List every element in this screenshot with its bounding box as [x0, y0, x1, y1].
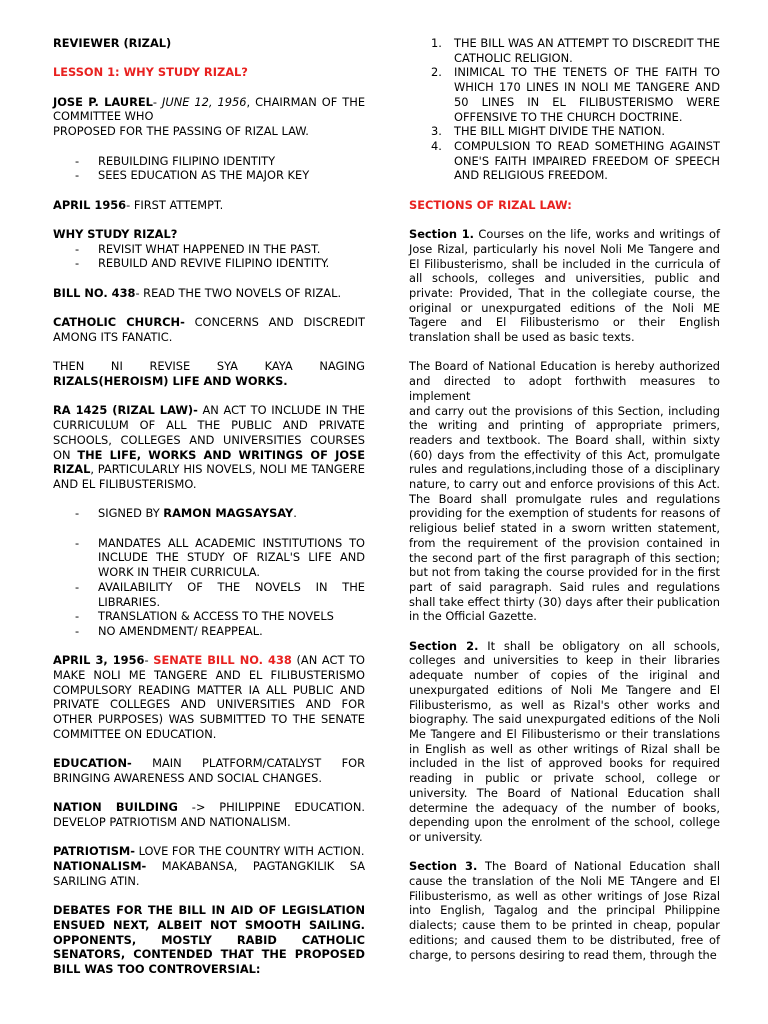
ra-1425-list [53, 506, 365, 638]
april-1956-text: - FIRST ATTEMPT. [126, 197, 224, 212]
laurel-paragraph [53, 95, 365, 124]
section-3-label: Section 3. [409, 859, 478, 874]
nation-building-paragraph [53, 800, 365, 829]
patriotism-label: PATRIOTISM- [53, 844, 135, 859]
laurel-rest: , CHAIRMAN OF THE COMMITTEE WHO [53, 94, 366, 124]
laurel-sep: - [152, 94, 163, 109]
april-1956 [53, 198, 365, 213]
board-line-2: and carry out the provisions of this Section, including the writing and printing of appropriate primers, readers and textbook. The Board shall, within sixty (60) days from the effectivity of this Act, promulgate rules and regulations,including those of a disciplinary nature, to carry out and enforce provisions of this Act. The Board shall promulgate rules and regulations providing for the exemption of students for reasons of religious belief stated in a sworn written statement, from the requirement of the provision contained in the second part of the first paragraph of this section; but not from taking the course provided for in the first part of said paragraph. Said rules and regulations shall take effect thirty (30) days after their publication in the Official Gazette. [409, 403, 720, 624]
senate-sep: - [144, 653, 154, 668]
bill-438 [53, 286, 365, 301]
revise-text: THEN NI REVISE SYA KAYA NAGING [53, 359, 365, 374]
sections-title: SECTIONS OF RIZAL LAW: [409, 197, 572, 212]
objections-list [409, 36, 720, 183]
list-text: COMPULSION TO READ SOMETHING AGAINST ONE'S FAITH IMPAIRED FREEDOM OF SPEECH AND RELIGIOUS FREEDOM. [454, 138, 720, 183]
bill-438-text: - READ THE TWO NOVELS OF RIZAL. [135, 285, 342, 300]
nation-label: NATION BUILDING [53, 800, 178, 815]
list-item [409, 139, 720, 183]
revise-bold: RIZALS(HEROISM) LIFE AND WORKS. [53, 374, 288, 389]
education-text: MAIN PLATFORM/CATALYST FOR BRINGING AWARENESS AND SOCIAL CHANGES. [53, 756, 365, 785]
bill-438-label: BILL NO. 438 [53, 285, 136, 300]
list-item: - NO AMENDMENT/ REAPPEAL. [53, 624, 365, 639]
lesson-title: LESSON 1: WHY STUDY RIZAL? [53, 65, 248, 80]
patriotism-paragraph [53, 844, 365, 859]
list-number: 2. [431, 65, 442, 80]
senate-bill-label: SENATE BILL NO. 438 [153, 653, 292, 668]
nation-text: -> PHILIPPINE EDUCATION. DEVELOP PATRIOTISM AND NATIONALISM. [53, 800, 365, 830]
ra-1425-label: RA 1425 (RIZAL LAW)- [53, 403, 198, 418]
section-2-text: It shall be obligatory on all schools, colleges and universities to keep in their libraries adequate number of copies of the iriginal and unexpurgated editions of Noli Me Tangere and El Filibusterismo, as well as Rizal's other works and biography. The said unexpurgated editions of the Noli Me Tangere and El Filibusterismo or their translations in English as well as other writings of Rizal shall be included in the list of approved books for required reading in public or private school, college or university. The Board of National Education shall determine the adequacy of the number of books, depending upon the enrolment of the school, college or university. [409, 638, 720, 844]
reviewer-title: REVIEWER (RIZAL) [53, 36, 172, 50]
why-study-list [53, 242, 365, 271]
revise-paragraph [53, 359, 365, 388]
list-item: - AVAILABILITY OF THE NOVELS IN THE LIBRARIES. [53, 580, 365, 609]
catholic-church [53, 315, 365, 344]
nationalism-label: NATIONALISM- [53, 859, 147, 874]
nationalism-paragraph [53, 859, 365, 888]
ra-1425-bold: THE LIFE, WORKS AND WRITINGS OF JOSE RIZAL [53, 447, 365, 477]
list-item: - MANDATES ALL ACADEMIC INSTITUTIONS TO INCLUDE THE STUDY OF RIZAL'S LIFE AND WORK IN THEIR CURRICULA. [53, 536, 365, 580]
education-paragraph [53, 756, 365, 785]
laurel-name: JOSE P. LAUREL [53, 94, 153, 109]
laurel-list [53, 154, 365, 183]
list-text: THE BILL MIGHT DIVIDE THE NATION. [454, 124, 666, 139]
education-label: EDUCATION- [53, 756, 132, 771]
list-text: INIMICAL TO THE TENETS OF THE FAITH TO WHICH 170 LINES IN NOLI ME TANGERE AND 50 LINES IN EL FILIBUSTERISMO WERE OFFENSIVE TO THE CHURCH DOCTRINE. [454, 65, 720, 124]
list-item: - REBUILDING FILIPINO IDENTITY [53, 154, 365, 169]
catholic-label: CATHOLIC CHURCH- [53, 315, 185, 330]
signed-end: . [293, 506, 297, 521]
nationalism-text: MAKABANSA, PAGTANGKILIK SA SARILING ATIN. [53, 859, 365, 888]
list-item: - REVISIT WHAT HAPPENED IN THE PAST. [53, 242, 365, 257]
list-item: - REBUILD AND REVIVE FILIPINO IDENTITY. [53, 256, 365, 271]
ra-1425-paragraph [53, 403, 365, 491]
laurel-date: JUNE 12, 1956 [162, 94, 247, 109]
list-number: 3. [431, 124, 442, 139]
section-2 [409, 639, 720, 845]
list-number: 1. [431, 36, 442, 50]
debates-paragraph: DEBATES FOR THE BILL IN AID OF LEGISLATION ENSUED NEXT, ALBEIT NOT SMOOTH SAILING. OPPONENTS, MOSTLY RABID CATHOLIC SENATORS, CONTENDED THAT THE PROPOSED BILL WAS TOO CONTROVERSIAL: [53, 903, 365, 977]
ra-1425-text2: , PARTICULARLY HIS NOVELS, NOLI ME TANGERE AND EL FILIBUSTERISMO. [53, 462, 365, 491]
list-item: - SEES EDUCATION AS THE MAJOR KEY [53, 168, 365, 183]
section-3 [409, 859, 720, 962]
signed-by-item [53, 506, 365, 521]
section-1-label: Section 1. [409, 227, 474, 242]
senate-date: APRIL 3, 1956 [53, 653, 145, 668]
why-study-title: WHY STUDY RIZAL? [53, 227, 178, 242]
senate-text: (AN ACT TO MAKE NOLI ME TANGERE AND EL FILIBUSTERISMO COMPULSORY READING MATTER IA ALL PUBLIC AND PRIVATE COLLEGES AND UNIVERSITIES AND FOR OTHER PURPOSES) WAS SUBMITTED TO THE SENATE COMMITTEE ON EDUCATION. [53, 653, 366, 741]
board-line-1: The Board of National Education is hereby authorized and directed to adopt forthwith measures to implement [409, 359, 720, 403]
list-item [409, 36, 720, 65]
list-item [409, 124, 720, 139]
section-3-text: The Board of National Education shall cause the translation of the Noli ME TAngere and El Filibusterismo, as well as other writings of Jose Rizal into English, Tagalog and the principal Philippine dialects; cause them to be printed in cheap, popular editions; and caused them to be distributed, free of charge, to persons desiring to read them, through the [409, 859, 720, 962]
right-column [409, 36, 720, 962]
section-1 [409, 227, 720, 345]
list-text: THE BILL WAS AN ATTEMPT TO DISCREDIT THE CATHOLIC RELIGION. [454, 36, 720, 65]
section-1-text: Courses on the life, works and writings of Jose Rizal, particularly his novel Noli Me Tangere and El Filibusterismo, shall be included in the curricula of all schools, colleges and universities, public and private: Provided, That in the collegiate course, the original or unexpurgated editions of the Noli ME Tagere and El Filibusterismo or their English translation shall be used as basic texts. [409, 227, 720, 345]
left-column [53, 36, 365, 977]
list-item [409, 65, 720, 124]
signed-text: SIGNED BY [98, 506, 164, 521]
patriotism-text: LOVE FOR THE COUNTRY WITH ACTION. [134, 844, 365, 859]
section-2-label: Section 2. [409, 638, 479, 653]
list-number: 4. [431, 138, 442, 153]
april-1956-label: APRIL 1956 [53, 197, 127, 212]
signed-name: RAMON MAGSAYSAY [163, 506, 294, 521]
list-item: - TRANSLATION & ACCESS TO THE NOVELS [53, 609, 365, 624]
laurel-line2: PROPOSED FOR THE PASSING OF RIZAL LAW. [53, 124, 309, 139]
catholic-text: CONCERNS AND DISCREDIT AMONG ITS FANATIC. [53, 315, 365, 344]
senate-bill-paragraph [53, 653, 365, 741]
ra-1425-text1: AN ACT TO INCLUDE IN THE CURRICULUM OF ALL THE PUBLIC AND PRIVATE SCHOOLS, COLLEGES AND UNIVERSITIES COURSES ON [53, 403, 366, 462]
